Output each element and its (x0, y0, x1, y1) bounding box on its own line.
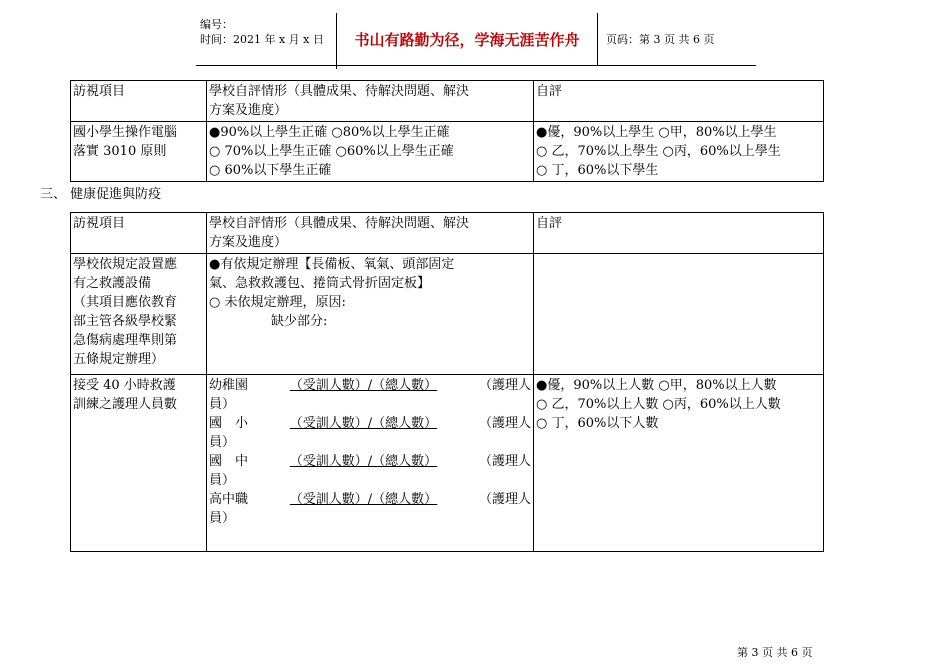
item-cell (71, 254, 207, 375)
header-page-code: 页码：第 3 页 共 6 页 (606, 33, 715, 46)
header-item: 訪視項目 (71, 81, 207, 122)
count-field[interactable]: （受訓人數）/（總人數） (289, 378, 438, 393)
self-cell (534, 122, 824, 182)
header-motto: 书山有路勤为径，学海无涯苦作舟 (337, 13, 598, 65)
item-line: 學校依規定設置應 (73, 257, 178, 272)
status-option[interactable]: ●90%以上學生正確 ○80%以上學生正確 (209, 125, 450, 140)
level-row (209, 376, 531, 395)
time-label: 时间：2021 年 x 月 x 日 (200, 33, 324, 46)
item-line: 訓練之護理人員數 (73, 397, 178, 412)
count-field[interactable]: （受訓人數）/（總人數） (289, 416, 438, 431)
self-option[interactable]: ●優，90%以上學生 ○甲，80%以上學生 (536, 125, 777, 140)
role-label: （護理人 (478, 492, 531, 507)
self-cell (534, 254, 824, 375)
item-line: 有之救護設備 (73, 276, 152, 291)
self-option[interactable]: ○ 丁，60%以下學生 (536, 163, 659, 178)
role-label: （護理人 (478, 378, 531, 393)
header-status (207, 81, 534, 122)
table-row (71, 375, 824, 552)
status-option[interactable]: ○ 60%以下學生正確 (209, 163, 332, 178)
self-option[interactable]: ○ 丁，60%以下人數 (536, 416, 659, 431)
table-row (71, 254, 824, 375)
item-cell (71, 122, 207, 182)
level-row (209, 414, 531, 433)
item-line: 接受 40 小時救護 (73, 378, 176, 393)
role-tail: 員） (209, 397, 236, 412)
self-option[interactable]: ○ 乙，70%以上學生 ○丙，60%以上學生 (536, 144, 781, 159)
level-name: 國 小 (209, 416, 249, 431)
item-line: 五條規定辦理） (73, 352, 165, 367)
header-status-line2: 方案及進度） (209, 235, 288, 250)
status-option[interactable]: ○ 70%以上學生正確 ○60%以上學生正確 (209, 144, 454, 159)
self-cell (534, 375, 824, 552)
count-field[interactable]: （受訓人數）/（總人數） (289, 454, 438, 469)
header-item: 訪視項目 (71, 213, 207, 254)
level-row (209, 452, 531, 471)
item-line: 急傷病處理準則第 (73, 333, 178, 348)
role-tail: 員） (209, 473, 236, 488)
level-name: 幼稚園 (209, 378, 249, 393)
header-status (207, 213, 534, 254)
item-line: （其項目應依教育 (73, 295, 178, 310)
role-tail: 員） (209, 435, 236, 450)
header-meta (196, 13, 337, 69)
item-line: 國小學生操作電腦 (73, 125, 178, 140)
table-health (70, 212, 824, 552)
header-status-line1: 學校自評情形（具體成果、待解決問題、解決 (209, 216, 470, 231)
level-name: 高中職 (209, 492, 249, 507)
level-name: 國 中 (209, 454, 249, 469)
self-option[interactable]: ●優，90%以上人數 ○甲，80%以上人數 (536, 378, 777, 393)
item-cell (71, 375, 207, 552)
item-line: 部主管各級學校緊 (73, 314, 178, 329)
page-footer: 第 3 页 共 6 页 (737, 646, 813, 659)
status-cell (207, 122, 534, 182)
role-label: （護理人 (478, 454, 531, 469)
status-cell (207, 375, 534, 552)
role-label: （護理人 (478, 416, 531, 431)
table-computer-use (70, 80, 824, 182)
table-header-row (71, 213, 824, 254)
status-cell (207, 254, 534, 375)
page-header (196, 13, 756, 66)
level-row (209, 490, 531, 509)
header-status-line2: 方案及進度） (209, 103, 288, 118)
item-line: 落實 3010 原則 (73, 144, 167, 159)
count-field[interactable]: （受訓人數）/（總人數） (289, 492, 438, 507)
section-title: 三、 健康促進與防疫 (40, 187, 162, 202)
table-row (71, 122, 824, 182)
number-label: 编号： (200, 18, 233, 31)
status-text: 氣、急救救護包、捲筒式骨折固定板】 (209, 276, 431, 291)
status-option[interactable]: ○ 未依規定辦理，原因: (209, 295, 346, 310)
header-self: 自評 (534, 81, 824, 122)
status-option[interactable]: ●有依規定辦理【長備板、氧氣、頭部固定 (209, 257, 455, 272)
self-option[interactable]: ○ 乙，70%以上人數 ○丙，60%以上人數 (536, 397, 781, 412)
table-header-row (71, 81, 824, 122)
role-tail: 員） (209, 511, 236, 526)
header-self: 自評 (534, 213, 824, 254)
missing-items-label: 缺少部分: (271, 314, 328, 329)
header-status-line1: 學校自評情形（具體成果、待解決問題、解決 (209, 84, 470, 99)
